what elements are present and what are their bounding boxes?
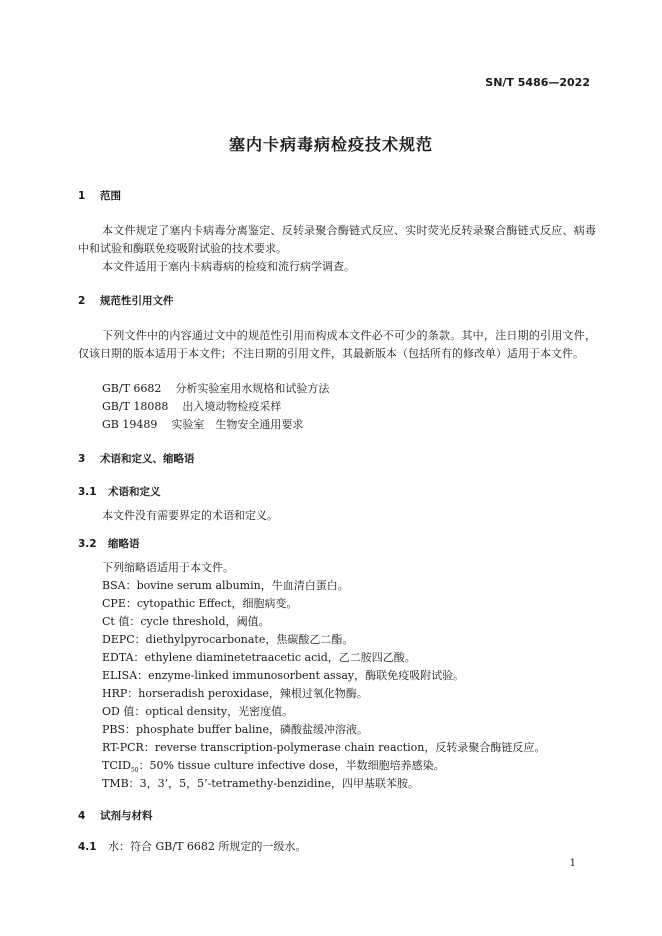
abbreviation-item: RT-PCR：reverse transcription-polymerase chain reaction，反转录聚合酶链反应。 <box>102 741 546 754</box>
section-number: 1 <box>78 190 86 202</box>
abbreviation-item: PBS：phosphate buffer baline，磷酸盐缓冲溶液。 <box>102 723 368 736</box>
section-3-2-heading <box>78 536 140 551</box>
section-1-heading <box>78 188 121 203</box>
abbreviation-item: OD 值：optical density，光密度值。 <box>102 705 294 718</box>
reference-item <box>102 380 343 396</box>
section-number: 3 <box>78 453 86 465</box>
abbreviation-item: Ct 值：cycle threshold，阈值。 <box>102 615 270 628</box>
section-number: 4 <box>78 810 86 822</box>
reference-code: GB 19489 <box>102 418 158 431</box>
document-title: 塞内卡病毒病检疫技术规范 <box>228 135 433 154</box>
section-1-paragraph-2: 本文件适用于塞内卡病毒病的检疫和流行病学调查。 <box>102 260 355 273</box>
section-3-heading <box>78 451 195 466</box>
subscript: 50 <box>130 767 139 775</box>
section-title: 缩略语 <box>108 538 140 550</box>
page-number: 1 <box>569 858 576 869</box>
section-3-1-heading <box>78 484 161 499</box>
section-number: 2 <box>78 295 86 307</box>
section-3-1-paragraph: 本文件没有需要界定的术语和定义。 <box>102 509 278 522</box>
abbreviation-item: HRP：horseradish peroxidase，辣根过氧化物酶。 <box>102 687 368 700</box>
section-title: 术语和定义、缩略语 <box>100 453 195 465</box>
section-title: 规范性引用文件 <box>100 295 174 307</box>
section-number: 3.2 <box>78 538 97 550</box>
section-4-1 <box>78 838 306 856</box>
section-2-paragraph-1: 下列文件中的内容通过文中的规范性引用而构成本文件必不可少的条款。其中，注日期的引用文件，仅该日期的版本适用于本文件；不注日期的引用文件，其最新版本（包括所有的修改单）适用于本文件。 <box>78 329 596 360</box>
standard-code: SN/T 5486—2022 <box>485 76 590 89</box>
abbreviation-definition: ：50% tissue culture infective dose，半数细胞培养感染。 <box>138 759 445 772</box>
section-text: 水：符合 GB/T 6682 所规定的一级水。 <box>108 840 307 853</box>
abbreviation-item: DEPC：diethylpyrocarbonate，焦碳酸乙二酯。 <box>102 633 354 646</box>
reference-item <box>102 398 295 414</box>
reference-name: 分析实验室用水规格和试验方法 <box>175 382 330 395</box>
section-number: 4.1 <box>78 841 97 853</box>
section-title: 试剂与材料 <box>100 810 153 822</box>
section-1-paragraph-1: 本文件规定了塞内卡病毒分离鉴定、反转录聚合酶链式反应、实时荧光反转录聚合酶链式反应、病毒中和试验和酶联免疫吸附试验的技术要求。 <box>78 224 596 255</box>
reference-code: GB/T 18088 <box>102 400 169 413</box>
section-4-heading <box>78 808 153 823</box>
abbreviation-item: BSA：bovine serum albumin，牛血清白蛋白。 <box>102 579 349 592</box>
abbreviation-item: CPE：cytopathic Effect，细胞病变。 <box>102 597 298 610</box>
abbreviation-item: ELISA：enzyme-linked immunosorbent assay，酶联免疫吸附试验。 <box>102 669 465 682</box>
section-2-heading <box>78 293 174 308</box>
reference-name: 出入境动物检疫采样 <box>182 400 282 413</box>
abbreviation-item: TMB：3，3’，5，5’-tetramethy-benzidine，四甲基联苯胺。 <box>102 777 420 790</box>
abbreviation-intro: 下列缩略语适用于本文件。 <box>102 561 234 574</box>
reference-code: GB/T 6682 <box>102 382 162 395</box>
section-title: 术语和定义 <box>108 486 161 498</box>
abbreviation-item: EDTA：ethylene diaminetetraacetic acid，乙二胺四乙酸。 <box>102 651 416 664</box>
section-title: 范围 <box>100 190 121 202</box>
reference-item <box>102 416 317 432</box>
section-number: 3.1 <box>78 486 97 498</box>
abbreviation-term: TCID <box>102 759 131 772</box>
reference-name: 实验室 生物安全通用要求 <box>171 418 304 431</box>
